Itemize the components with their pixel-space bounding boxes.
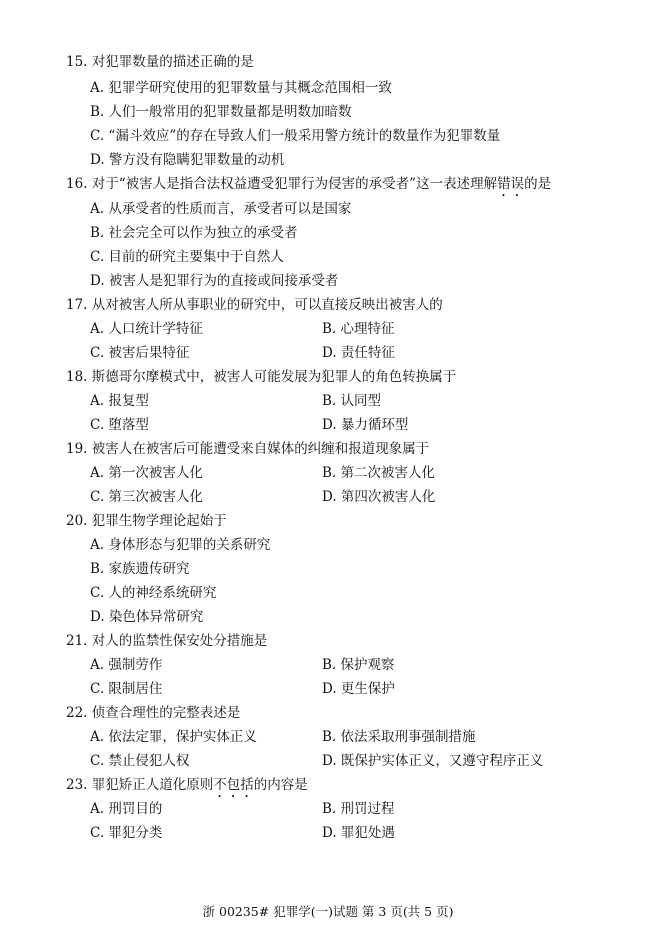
question-18-option-b: B. 认同型	[322, 393, 382, 409]
question-17-option-b: B. 心理特征	[322, 321, 395, 337]
question-17-option-c: C. 被害后果特征	[90, 345, 190, 361]
question-16-option-d: D. 被害人是犯罪行为的直接或间接承受者	[90, 273, 339, 289]
question-22-option-d: D. 既保护实体正义，又遵守程序正义	[322, 753, 544, 769]
question-16-option-c: C. 目前的研究主要集中于自然人	[90, 249, 284, 265]
question-15-stem: 15. 对犯罪数量的描述正确的是	[66, 54, 254, 70]
question-18-option-d: D. 暴力循环型	[322, 417, 409, 433]
question-17-option-a: A. 人口统计学特征	[90, 321, 203, 337]
question-18-option-c: C. 堕落型	[90, 417, 149, 433]
question-23-stem-emphasis: 不包括	[213, 777, 254, 793]
question-23-stem	[66, 775, 308, 801]
question-20-option-a: A. 身体形态与犯罪的关系研究	[90, 537, 271, 553]
question-16-stem	[66, 174, 551, 200]
question-18-option-a: A. 报复型	[90, 393, 149, 409]
question-23-stem-before: 23. 罪犯矫正人道化原则	[66, 777, 214, 793]
question-15-option-b: B. 人们一般常用的犯罪数量都是明数加暗数	[90, 104, 352, 120]
question-15-option-d: D. 警方没有隐瞒犯罪数量的动机	[90, 152, 285, 168]
question-22-option-b: B. 依法采取刑事强制措施	[322, 729, 476, 745]
page-footer: 浙 00235# 犯罪学(一)试题 第 3 页(共 5 页)	[202, 904, 454, 919]
question-21-option-c: C. 限制居住	[90, 681, 163, 697]
question-18-stem: 18. 斯德哥尔摩模式中，被害人可能发展为犯罪人的角色转换属于	[66, 369, 457, 385]
question-22-stem: 22. 侦查合理性的完整表述是	[66, 705, 241, 721]
question-15-option-a: A. 犯罪学研究使用的犯罪数量与其概念范围相一致	[90, 80, 392, 96]
question-19-option-b: B. 第二次被害人化	[322, 465, 436, 481]
question-17-option-d: D. 责任特征	[322, 345, 395, 361]
question-20-option-d: D. 染色体异常研究	[90, 609, 204, 625]
question-17-stem: 17. 从对被害人所从事职业的研究中，可以直接反映出被害人的	[66, 297, 443, 313]
question-21-stem: 21. 对人的监禁性保安处分措施是	[66, 633, 268, 649]
question-21-option-b: B. 保护观察	[322, 657, 395, 673]
question-16-stem-emphasis: 错误	[497, 176, 525, 192]
question-23-option-c: C. 罪犯分类	[90, 825, 163, 841]
question-16-stem-before: 16. 对于“被害人是指合法权益遭受犯罪行为侵害的承受者”这一表述理解	[66, 176, 498, 192]
question-20-option-c: C. 人的神经系统研究	[90, 585, 217, 601]
question-23-option-b: B. 刑罚过程	[322, 801, 395, 817]
question-22-option-c: C. 禁止侵犯人权	[90, 753, 190, 769]
question-19-option-a: A. 第一次被害人化	[90, 465, 203, 481]
question-16-stem-after: 的是	[524, 176, 552, 192]
question-19-option-c: C. 第三次被害人化	[90, 489, 203, 505]
question-23-stem-after: 的内容是	[253, 777, 308, 793]
question-22-option-a: A. 依法定罪，保护实体正义	[90, 729, 257, 745]
question-19-option-d: D. 第四次被害人化	[322, 489, 436, 505]
question-16-option-b: B. 社会完全可以作为独立的承受者	[90, 225, 298, 241]
question-15-option-c: C. “漏斗效应”的存在导致人们一般采用警方统计的数量作为犯罪数量	[90, 128, 501, 144]
question-19-stem: 19. 被害人在被害后可能遭受来自媒体的纠缠和报道现象属于	[66, 441, 430, 457]
question-23-option-d: D. 罪犯处遇	[322, 825, 395, 841]
question-16-option-a: A. 从承受者的性质而言，承受者可以是国家	[90, 201, 352, 217]
question-21-option-a: A. 强制劳作	[90, 657, 163, 673]
question-21-option-d: D. 更生保护	[322, 681, 395, 697]
question-23-option-a: A. 刑罚目的	[90, 801, 163, 817]
question-20-stem: 20. 犯罪生物学理论起始于	[66, 513, 227, 529]
question-20-option-b: B. 家族遗传研究	[90, 561, 190, 577]
